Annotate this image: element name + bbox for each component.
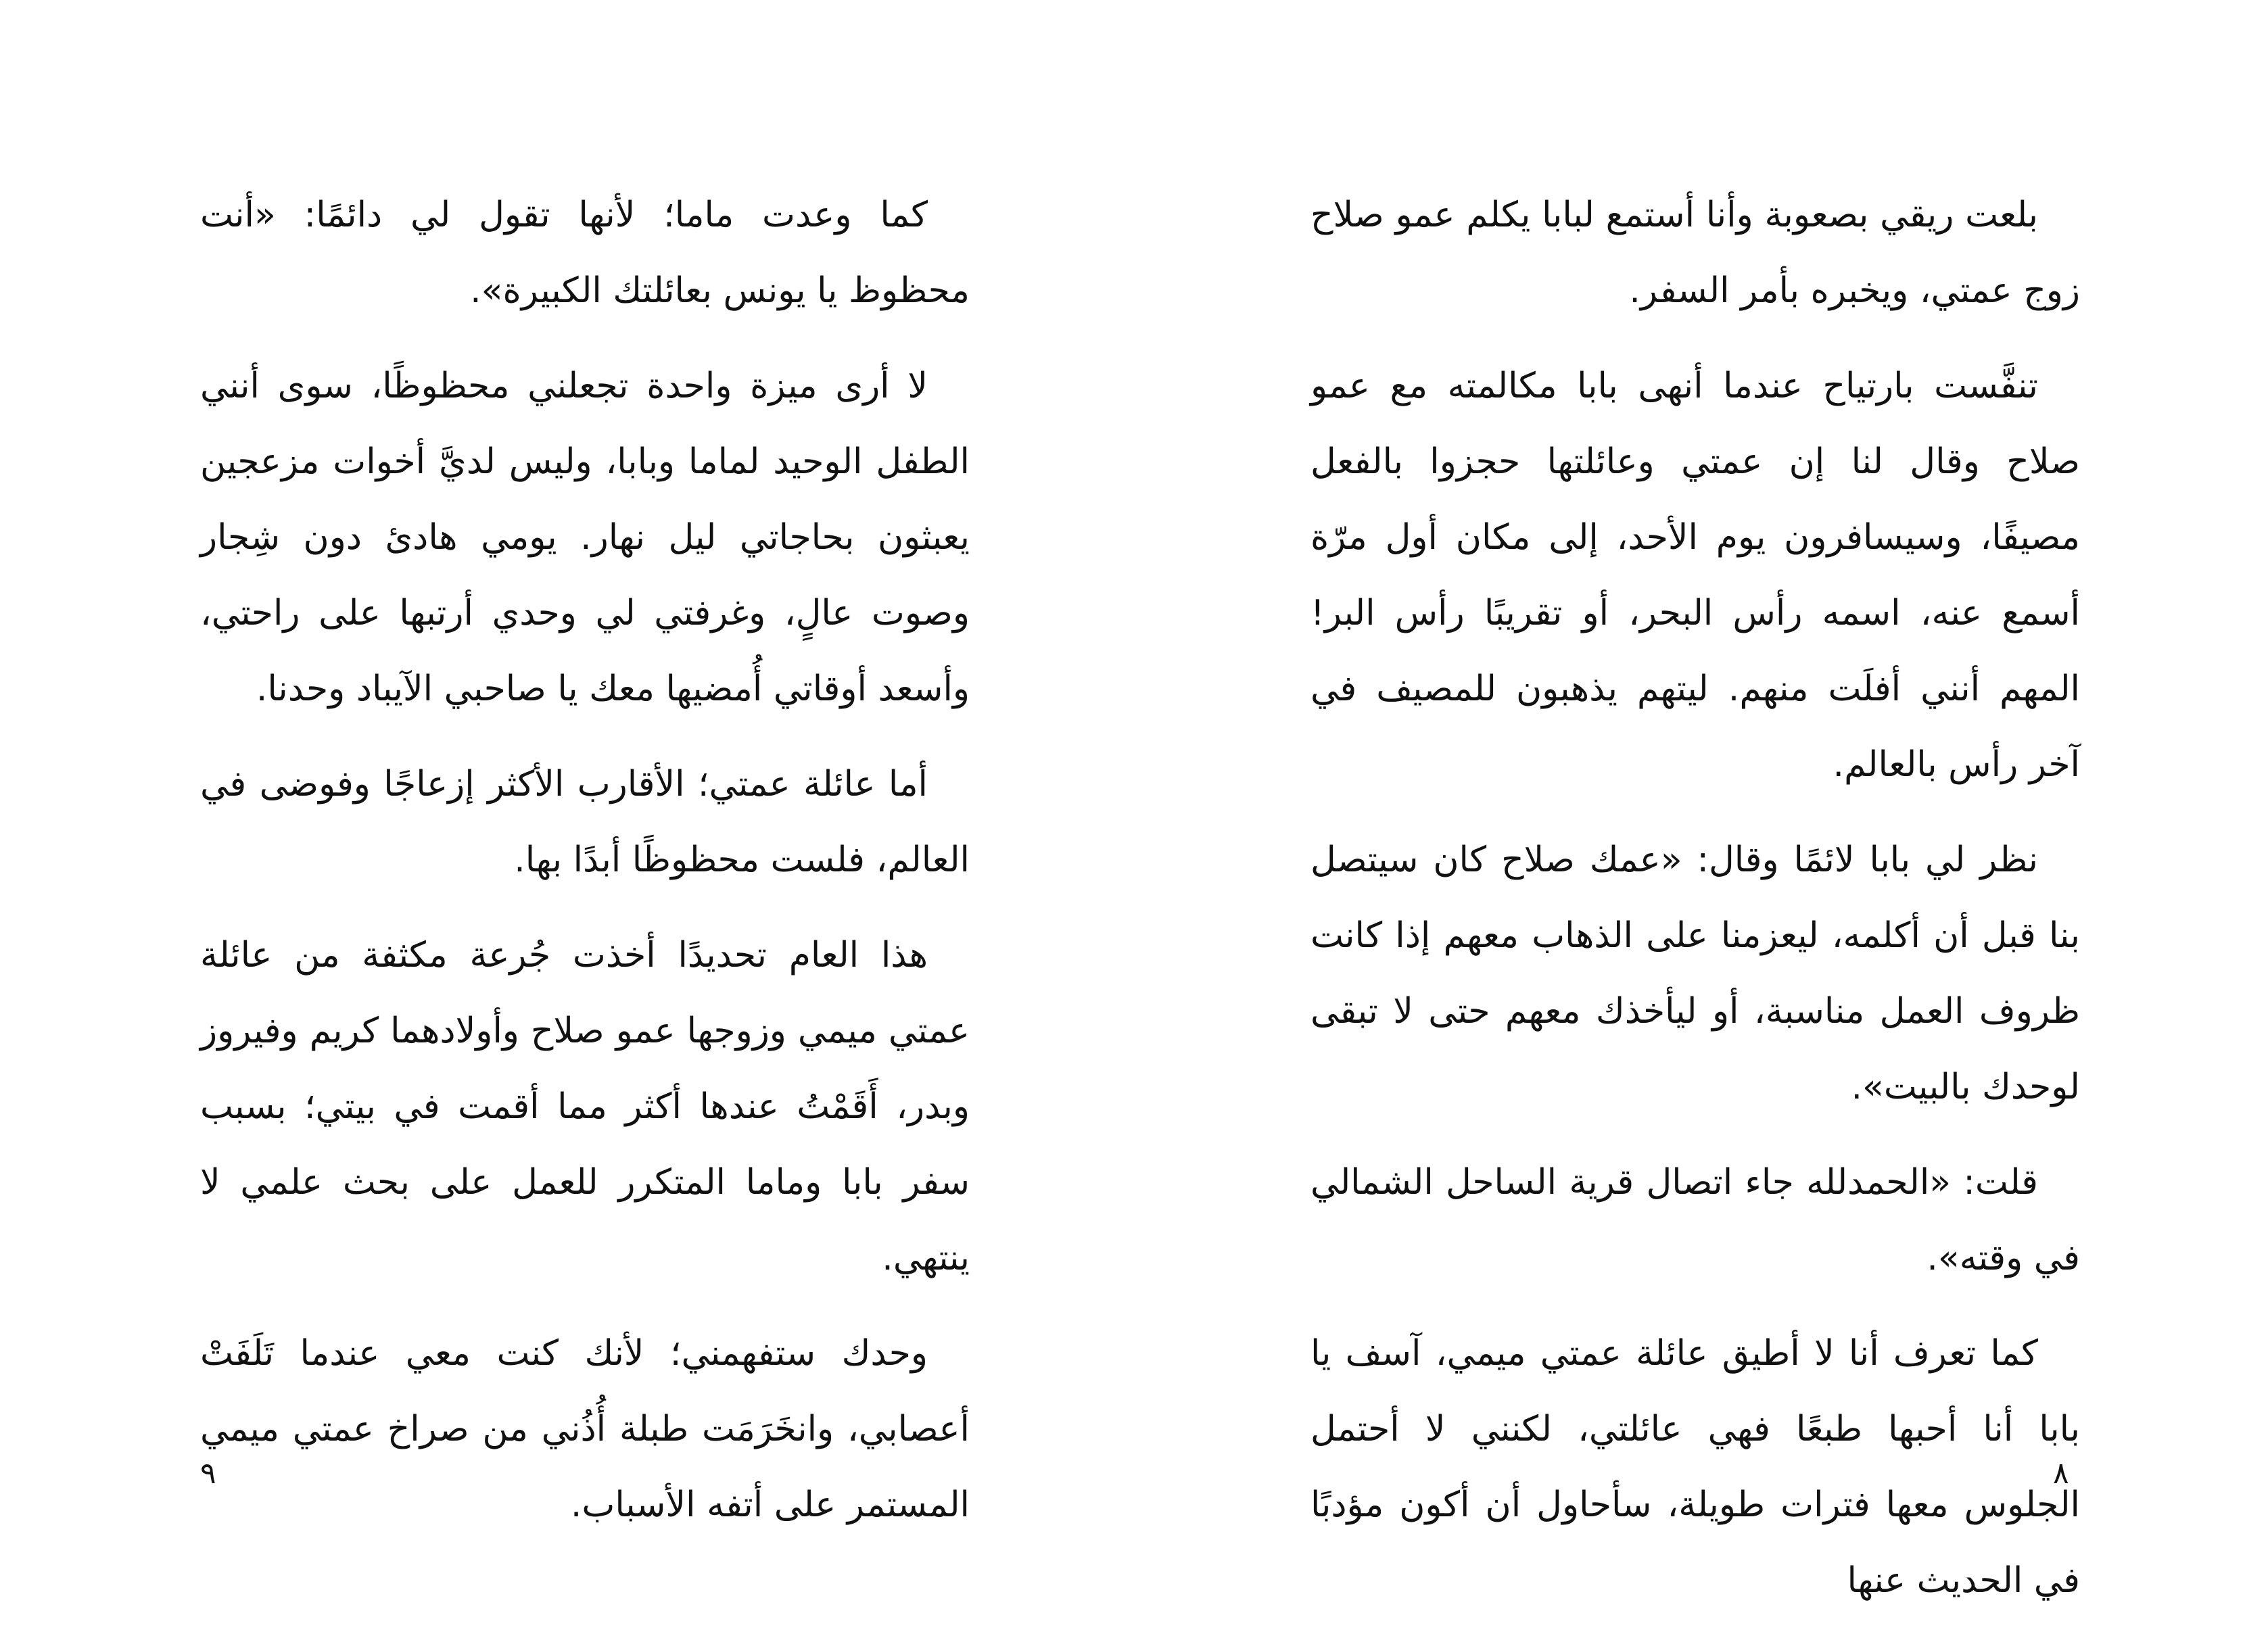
left-page (200, 177, 970, 1562)
paragraph: هذا العام تحديدًا أخذت جُرعة مكثفة من عائلة عمتي ميمي وزوجها عمو صلاح وأولادهما كريم وفيروز وبدر، أَقَمْتُ عندها أكثر مما أقمت في بيتي؛ بسبب سفر بابا وماما المتكرر للعمل على بحث علمي لا ينتهي. (200, 935, 970, 1278)
paragraph: نظر لي بابا لائمًا وقال: «عمك صلاح كان سيتصل بنا قبل أن أكلمه، ليعزمنا على الذهاب معهم إذا كانت ظروف العمل مناسبة، أو ليأخذك معهم حتى لا تبقى لوحدك بالبيت». (1310, 840, 2080, 1107)
right-page (1310, 177, 2080, 1638)
paragraph: بلعت ريقي بصعوبة وأنا أستمع لبابا يكلم عمو صلاح زوج عمتي، ويخبره بأمر السفر. (1310, 195, 2080, 311)
paragraph: قلت: «الحمدلله جاء اتصال قرية الساحل الشمالي في وقته». (1310, 1162, 2080, 1278)
page-number-left: ٩ (200, 1456, 216, 1491)
paragraph: كما تعرف أنا لا أطيق عائلة عمتي ميمي، آسف يا بابا أنا أحبها طبعًا فهي عائلتي، لكنني لا أحتمل الجلوس معها فترات طويلة، سأحاول أن أكون مؤدبًا في الحديث عنها (1310, 1333, 2080, 1601)
paragraph: تنفَّست بارتياح عندما أنهى بابا مكالمته مع عمو صلاح وقال لنا إن عمتي وعائلتها حجزوا بالفعل مصيفًا، وسيسافرون يوم الأحد، إلى مكان أول مرّة أسمع عنه، اسمه رأس البحر، أو تقريبًا رأس البر! المهم أنني أفلَت منهم. ليتهم يذهبون للمصيف في آخر رأس بالعالم. (1310, 366, 2080, 785)
paragraph: وحدك ستفهمني؛ لأنك كنت معي عندما تَلَفَتْ أعصابي، وانخَرَمَت طبلة أُذُني من صراخ عمتي ميمي المستمر على أتفه الأسباب. (200, 1333, 970, 1525)
paragraph: لا أرى ميزة واحدة تجعلني محظوظًا، سوى أنني الطفل الوحيد لماما وبابا، وليس لديَّ أخوات مزعجين يعبثون بحاجاتي ليل نهار. يومي هادئ دون شِجار وصوت عالٍ، وغرفتي لي وحدي أرتبها على راحتي، وأسعد أوقاتي أُمضيها معك يا صاحبي الآيباد وحدنا. (200, 366, 970, 709)
paragraph: أما عائلة عمتي؛ الأقارب الأكثر إزعاجًا وفوضى في العالم، فلست محظوظًا أبدًا بها. (200, 764, 970, 880)
page-number-right: ٨ (2053, 1456, 2069, 1491)
paragraph: كما وعدت ماما؛ لأنها تقول لي دائمًا: «أنت محظوظ يا يونس بعائلتك الكبيرة». (200, 195, 970, 311)
